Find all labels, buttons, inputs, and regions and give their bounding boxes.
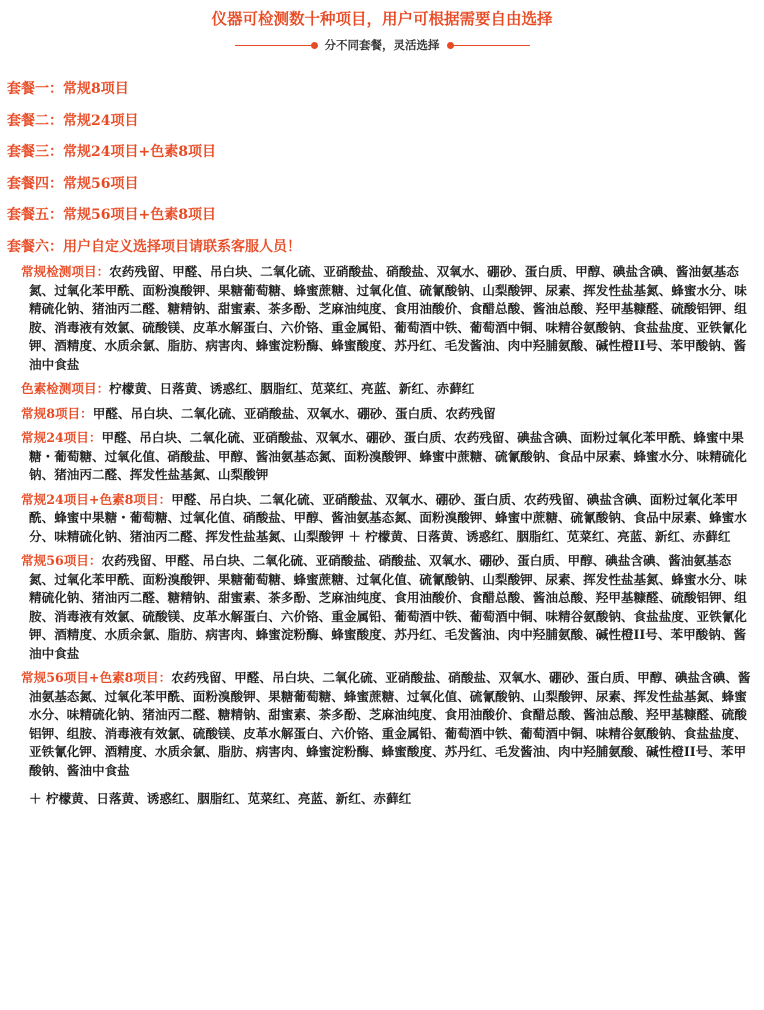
package-item: 套餐二：常规24项目 [7, 112, 139, 129]
section-regular-8 [7, 405, 756, 424]
section-text: 农药残留、甲醛、吊白块、二氧化硫、亚硝酸盐、硝酸盐、双氧水、硼砂、蛋白质、甲醇、碘盐含碘、酱油氨基态氮、过氧化苯甲酰、面粉溴酸钾、果糖葡萄糖、蜂蜜蔗糖、过氧化值、硫氰酸钠、山梨酸钾、尿素、挥发性盐基氮、蜂蜜水分、味精硫化钠、猪油丙二醛、糖精钠、甜蜜素、茶多酚、芝麻油纯度、食用油酸价、食醋总酸、酱油总酸、羟甲基糠醛、硫酸铝钾、组胺、消毒液有效氯、硫酸镁、皮革水解蛋白、六价铬、重金属铅、葡萄酒中铁、葡萄酒中铜、味精谷氨酸钠、食盐盐度、亚铁氰化钾、酒精度、水质余氯、脂肪、病害肉、蜂蜜淀粉酶、蜂蜜酸度、苏丹红、毛发酱油、肉中羟脯氨酸、碱性橙II号、苯甲酸钠、酱油中食盐 [29, 553, 747, 661]
subtitle: 分不同套餐，灵活选择 [324, 38, 440, 52]
section-regular-24 [7, 429, 756, 485]
diamond-icon [7, 405, 21, 424]
divider-right [450, 45, 530, 46]
package-item: 套餐六：用户自定义选择项目请联系客服人员！ [7, 238, 301, 255]
diamond-icon [7, 429, 21, 448]
section-label: 常规8项目： [21, 405, 93, 421]
diamond-icon [7, 552, 21, 571]
item-sections [0, 263, 764, 809]
section-label: 常规24项目+色素8项目： [21, 491, 172, 507]
section-text: 农药残留、甲醛、吊白块、二氧化硫、亚硝酸盐、硝酸盐、双氧水、硼砂、蛋白质、甲醇、碘盐含碘、酱油氨基态氮、过氧化苯甲酰、面粉溴酸钾、果糖葡萄糖、蜂蜜蔗糖、过氧化值、硫氰酸钠、山梨酸钾、尿素、挥发性盐基氮、蜂蜜水分、味精硫化钠、猪油丙二醛、糖精钠、甜蜜素、茶多酚、芝麻油纯度、食用油酸价、食醋总酸、酱油总酸、羟甲基糠醛、硫酸铝钾、组胺、消毒液有效氯、硫酸镁、皮革水解蛋白、六价铬、重金属铅、葡萄酒中铁、葡萄酒中铜、味精谷氨酸钠、食盐盐度、亚铁氰化钾、酒精度、水质余氯、脂肪、病害肉、蜂蜜淀粉酶、蜂蜜酸度、苏丹红、毛发酱油、肉中羟脯氨酸、碱性橙II号、苯甲酸钠、酱油中食盐 [29, 670, 751, 778]
section-text: 甲醛、吊白块、二氧化硫、亚硝酸盐、双氧水、硼砂、蛋白质、农药残留、碘盐含碘、面粉过氧化苯甲酰、蜂蜜中果糖・葡萄糖、过氧化值、硝酸盐、甲醇、酱油氨基态氮、面粉溴酸钾、蜂蜜中蔗糖、硫氰酸钠、食品中尿素、蜂蜜水分、味精硫化钠、猪油丙二醛、挥发性盐基氮、山梨酸钾 ＋ 柠檬黄、日落黄、诱惑红、胭脂红、苋菜红、亮蓝、新红、赤藓红 [29, 491, 747, 544]
section-label: 常规56项目： [21, 553, 102, 568]
package-item: 套餐三：常规24项目+色素8项目 [7, 144, 216, 160]
package-item: 套餐四：常规56项目 [7, 175, 139, 192]
diamond-icon [7, 380, 21, 399]
package-item: 套餐一：常规8项目 [7, 81, 129, 97]
section-text: 甲醛、吊白块、二氧化硫、亚硝酸盐、双氧水、硼砂、蛋白质、农药残留、碘盐含碘、面粉过氧化苯甲酰、蜂蜜中果糖・葡萄糖、过氧化值、硝酸盐、甲醇、酱油氨基态氮、面粉溴酸钾、蜂蜜中蔗糖、硫氰酸钠、食品中尿素、蜂蜜水分、味精硫化钠、猪油丙二醛、挥发性盐基氮、山梨酸钾 [29, 430, 747, 482]
section-regular-56 [7, 552, 756, 663]
package-list [0, 74, 764, 263]
section-regular-24-plus-pigment [7, 491, 756, 547]
section-label: 常规检测项目： [21, 264, 110, 279]
diamond-icon [7, 263, 21, 282]
diamond-icon [7, 491, 21, 510]
page-title: 仪器可检测数十种项目，用户可根据需要自由选择 [211, 10, 553, 28]
section-regular-56-plus-pigment [7, 669, 756, 809]
package-item: 套餐五：常规56项目+色素8项目 [7, 207, 216, 223]
divider-dot-right [447, 42, 454, 49]
section-label: 常规24项目： [21, 430, 102, 445]
subtitle-row [0, 34, 764, 56]
section-pigment-items [7, 380, 756, 399]
section-text: 柠檬黄、日落黄、诱惑红、胭脂红、苋菜红、亮蓝、新红、赤藓红 [109, 381, 475, 396]
section-extra-pigments: ＋ 柠檬黄、日落黄、诱惑红、胭脂红、苋菜红、亮蓝、新红、赤藓红 [29, 791, 412, 806]
divider-dot-left [311, 42, 318, 49]
section-regular-items [7, 263, 756, 374]
section-text: 甲醛、吊白块、二氧化硫、亚硝酸盐、双氧水、硼砂、蛋白质、农药残留 [92, 405, 496, 421]
section-label: 常规56项目+色素8项目： [21, 670, 172, 685]
divider-left [235, 45, 315, 46]
section-label: 色素检测项目： [21, 381, 110, 396]
section-text: 农药残留、甲醛、吊白块、二氧化硫、亚硝酸盐、硝酸盐、双氧水、硼砂、蛋白质、甲醇、碘盐含碘、酱油氨基态氮、过氧化苯甲酰、面粉溴酸钾、果糖葡萄糖、蜂蜜蔗糖、过氧化值、硫氰酸钠、山梨酸钾、尿素、挥发性盐基氮、蜂蜜水分、味精硫化钠、猪油丙二醛、糖精钠、甜蜜素、茶多酚、芝麻油纯度、食用油酸价、食醋总酸、酱油总酸、羟甲基糠醛、硫酸铝钾、组胺、消毒液有效氯、硫酸镁、皮革水解蛋白、六价铬、重金属铅、葡萄酒中铁、葡萄酒中铜、味精谷氨酸钠、食盐盐度、亚铁氰化钾、酒精度、水质余氯、脂肪、病害肉、蜂蜜淀粉酶、蜂蜜酸度、苏丹红、毛发酱油、肉中羟脯氨酸、碱性橙II号、苯甲酸钠、酱油中食盐 [29, 264, 747, 372]
diamond-icon [7, 669, 21, 688]
